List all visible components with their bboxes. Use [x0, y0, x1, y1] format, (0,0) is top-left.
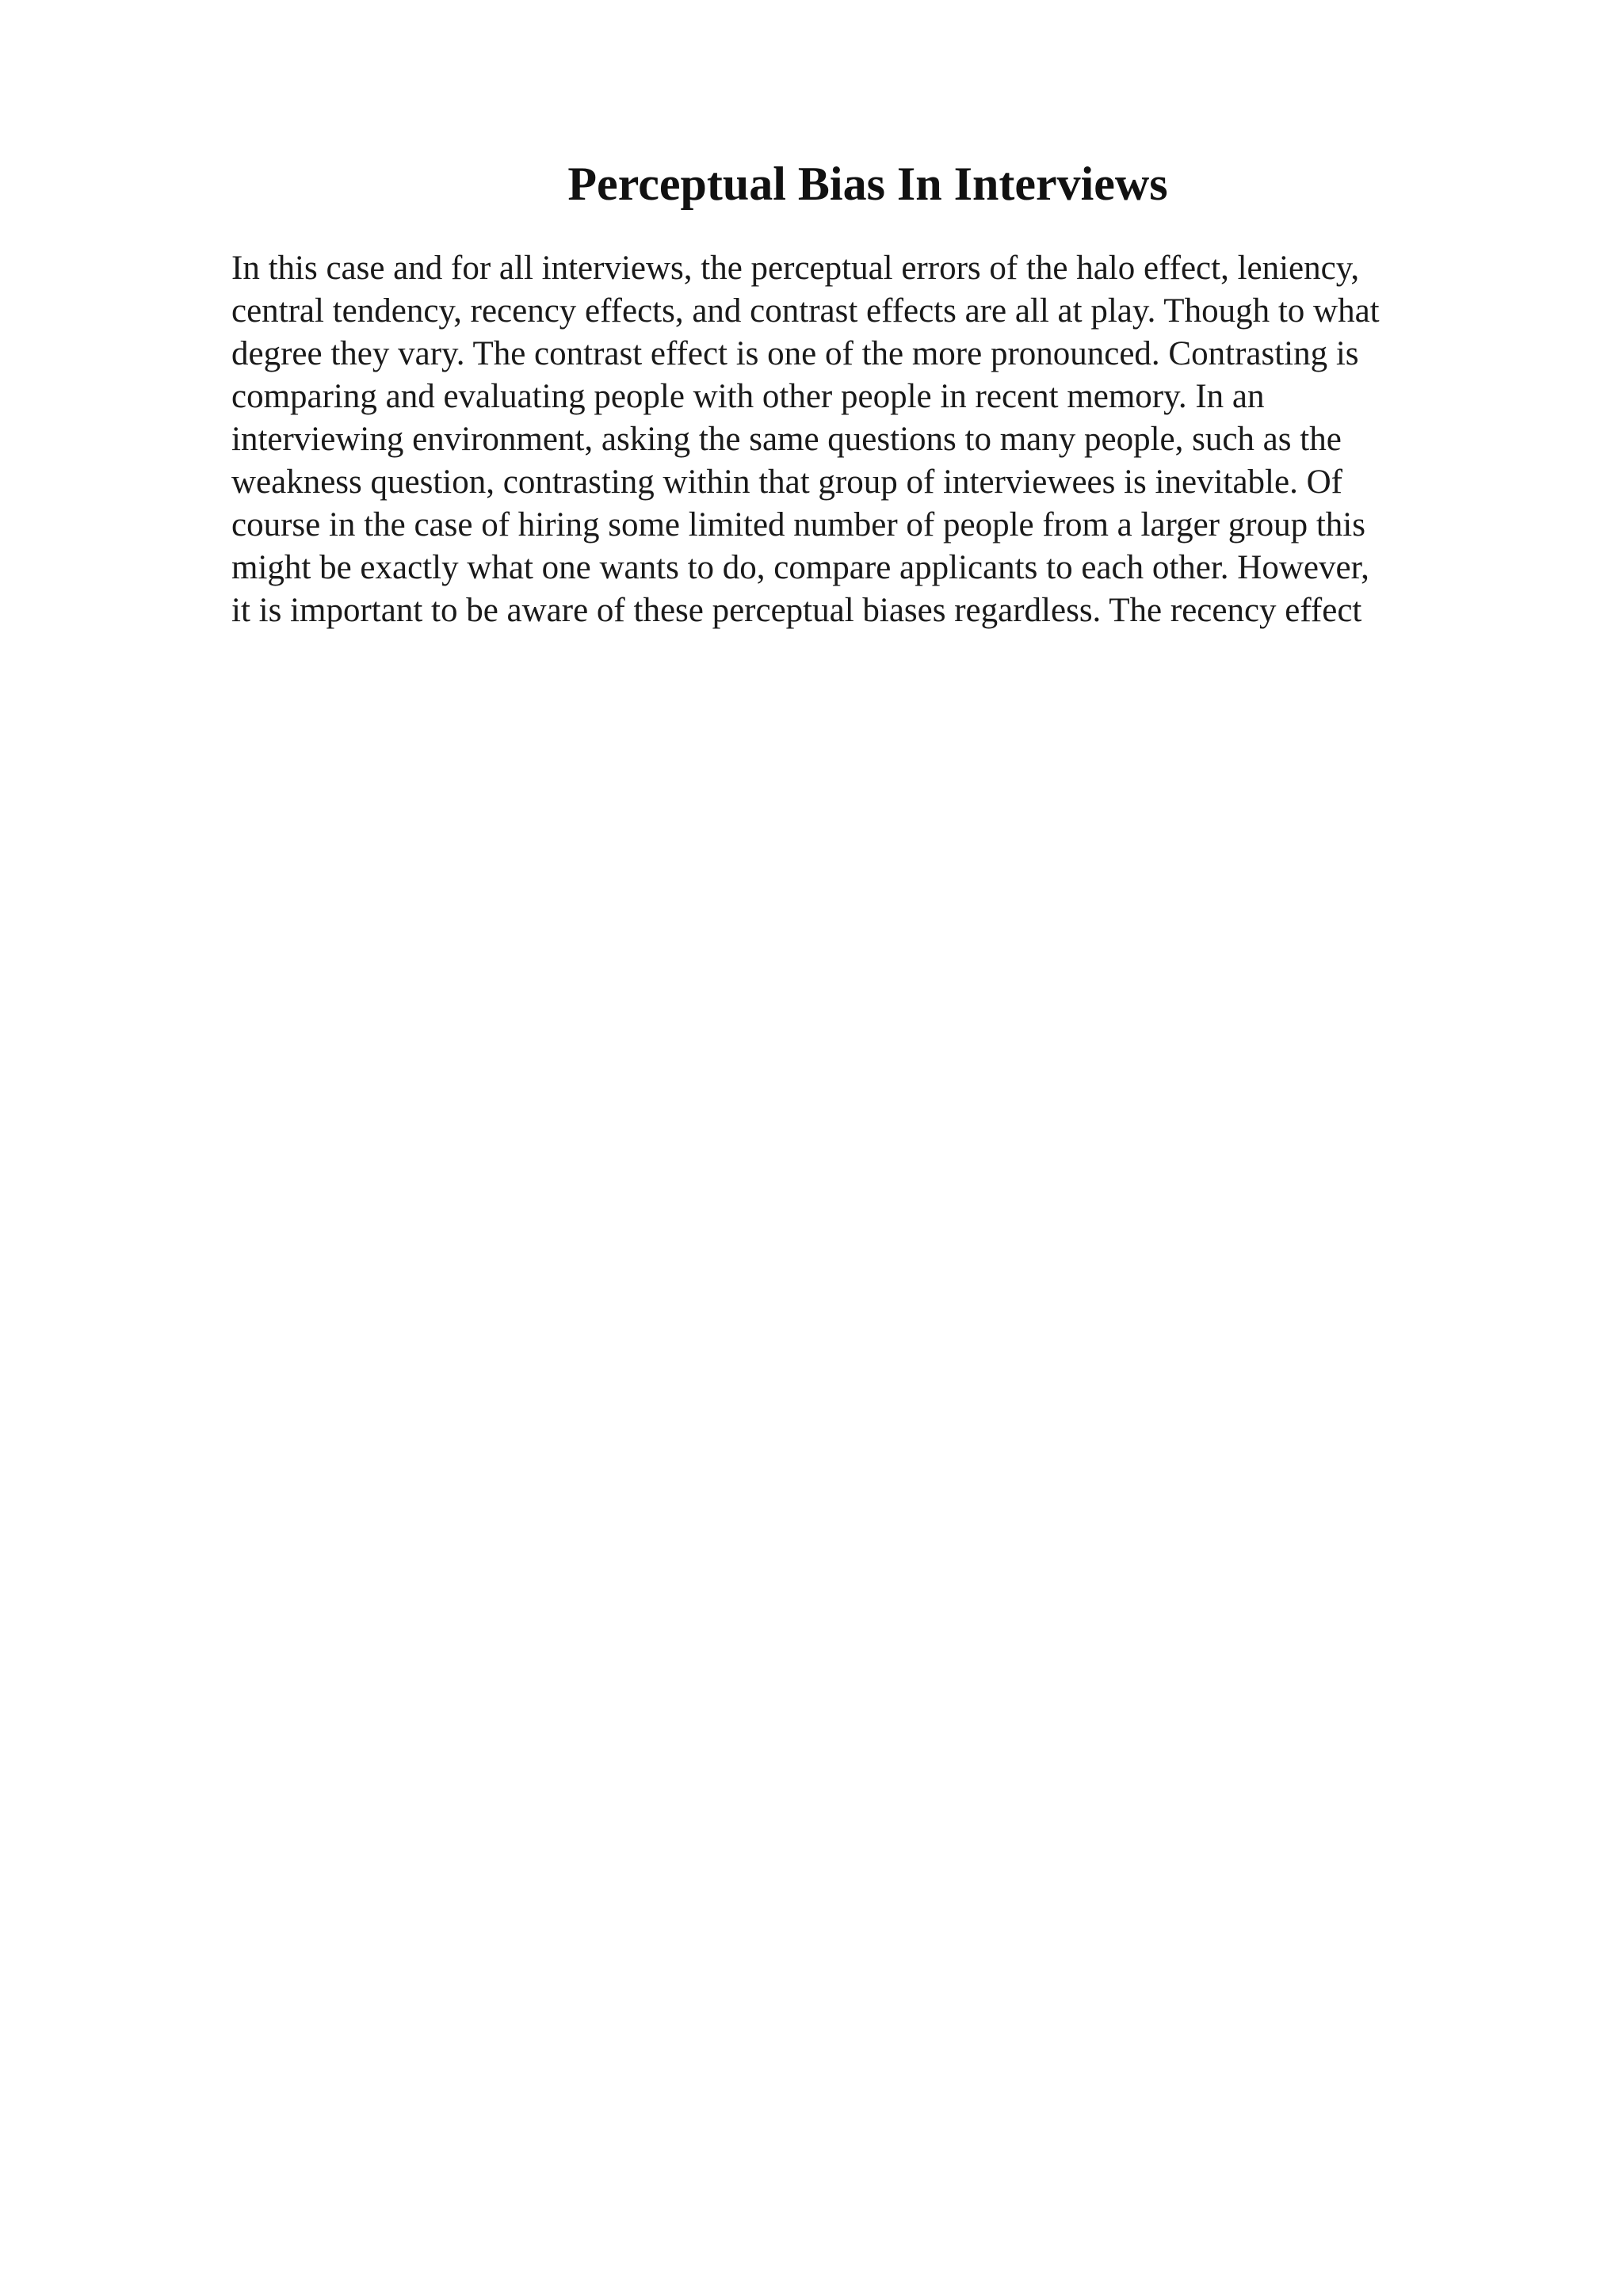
document-title: Perceptual Bias In Interviews — [567, 158, 1168, 210]
body-line: course in the case of hiring some limited number of people from a larger group this — [231, 506, 1365, 543]
body-line: comparing and evaluating people with other people in recent memory. In an — [231, 378, 1265, 415]
body-line: might be exactly what one wants to do, compare applicants to each other. However, — [231, 549, 1369, 586]
body-line: it is important to be aware of these perceptual biases regardless. The recency effect — [231, 592, 1362, 629]
body-line: degree they vary. The contrast effect is one of the more pronounced. Contrasting is — [231, 335, 1359, 372]
body-line: In this case and for all interviews, the perceptual errors of the halo effect, leniency, — [231, 250, 1360, 287]
body-paragraph — [231, 247, 1499, 632]
body-line: interviewing environment, asking the same questions to many people, such as the — [231, 421, 1342, 458]
body-line: central tendency, recency effects, and contrast effects are all at play. Though to what — [231, 292, 1380, 330]
body-line: weakness question, contrasting within that group of interviewees is inevitable. Of — [231, 463, 1342, 501]
